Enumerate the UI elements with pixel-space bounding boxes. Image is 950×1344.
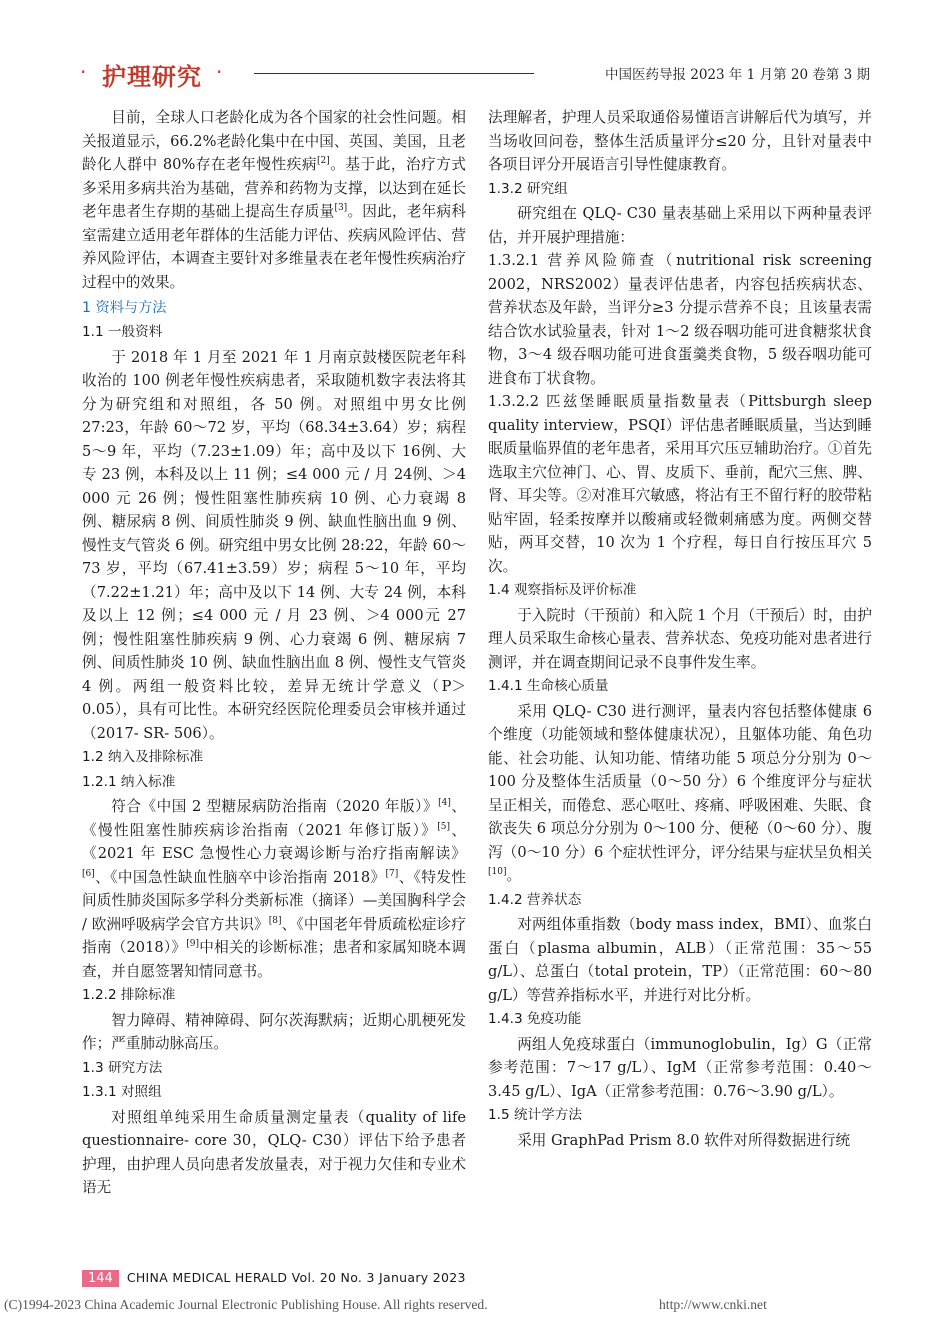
paragraph-immune: 两组人免疫球蛋白（immunoglobulin，Ig）G（正常参考范围：7～17 g/L）、IgM（正常参考范围：0.40～3.45 g/L）、IgA（正常参考范围：0.76～3.90 g/L）。 xyxy=(488,1035,872,1100)
heading-research-methods: 1.3 研究方法 xyxy=(82,1059,163,1076)
header-rule xyxy=(254,73,534,74)
page-header xyxy=(80,56,870,92)
paragraph-psqi: 1.3.2.2 匹兹堡睡眠质量指数量表（Pittsburgh sleep quality interview，PSQI）评估患者睡眠质量，当达到睡眠质量临界值的老年患者，采用耳穴压豆辅助治疗。①首先选取主穴位神门、心、胃、皮质下、垂前，配穴三焦、脾、肾、耳尖等。②对准耳穴敏感，将沾有王不留行籽的胶带粘贴牢固，轻柔按摩并以酸痛或轻微刺痛感为度。两侧交替贴，两耳交替，10 次为 1 个疗程，每日自行按压耳穴 5 次。 xyxy=(488,393,872,575)
heading-exclusion: 1.2.2 排除标准 xyxy=(82,987,176,1003)
heading-nutrition: 1.4.2 营养状态 xyxy=(488,891,582,908)
section-title: 护理研究 xyxy=(102,63,202,91)
header-dot-left: · xyxy=(80,60,87,84)
heading-inclusion: 1.2.1 纳入标准 xyxy=(82,773,176,790)
paragraph-control-group: 对照组单纯采用生命质量测定量表（quality of life questionnaire- core 30，QLQ- C30）评估下给予患者护理，由护理人员向患者发放量表，对于视力欠佳和专业术语无 xyxy=(82,1108,466,1196)
copyright-line xyxy=(4,1297,944,1313)
heading-observation: 1.4 观察指标及评价标准 xyxy=(488,582,637,598)
heading-criteria: 1.2 纳入及排除标准 xyxy=(82,749,204,765)
heading-life-quality: 1.4.1 生命核心质量 xyxy=(488,678,609,694)
paragraph-control-cont: 法理解者，护理人员采取通俗易懂语言讲解后代为填写，并当场收回问卷，整体生活质量评分≤20 分，且针对量表中各项目评分开展语言引导性健康教育。 xyxy=(488,109,872,173)
copyright-url: http://www.cnki.net xyxy=(659,1297,767,1312)
paragraph-inclusion: 符合《中国 2 型糖尿病防治指南（2020 年版）》[4]、《慢性阻塞性肺疾病诊治指南（2021 年修订版）》[5]、《2021 年 ESC 急慢性心力衰竭诊断与治疗指南解读》[6]、《中国急性缺血性脑卒中诊治指南 2018》[7]、《特发性间质性肺炎国际多学科分类新标准（摘译）—美国胸科学会 / 欧洲呼吸病学会官方共识》[8]、《中国老年骨质疏松症诊疗指南（2018）》[9]中相关的诊断标准；患者和家属知晓本调查，并自愿签署知情同意书。 xyxy=(82,798,467,980)
heading-methods: 1 资料与方法 xyxy=(82,300,167,316)
heading-control-group: 1.3.1 对照组 xyxy=(82,1084,162,1100)
page-number: 144 xyxy=(82,1270,119,1287)
journal-info: 中国医药导报 2023 年 1 月第 20 卷第 3 期 xyxy=(604,67,870,83)
copyright-text: (C)1994-2023 China Academic Journal Electronic Publishing House. All rights reserved. xyxy=(4,1297,488,1312)
paragraph-nutrition: 对两组体重指数（body mass index，BMI）、血浆白蛋白（plasma albumin，ALB）（正常范围：35～55 g/L）、总蛋白（total protein，TP）（正常范围：60～80 g/L）等营养指标水平，并进行对比分析。 xyxy=(488,916,872,1004)
page-footer xyxy=(82,1270,466,1290)
paragraph-nrs2002: 1.3.2.1 营养风险筛查（nutritional risk screening 2002，NRS2002）量表评估患者，内容包括疾病状态、营养状态及年龄，当评分≥3 分提示营养不良；且该量表需结合饮水试验量表，针对 1～2 级吞咽功能可进食糖浆状食物，3～4 级吞咽功能可进食蛋羹类食物，5 级吞咽功能可进食布丁状食物。 xyxy=(488,252,872,387)
heading-statistics: 1.5 统计学方法 xyxy=(488,1107,582,1123)
header-dot-right: · xyxy=(216,60,223,84)
heading-immune: 1.4.3 免疫功能 xyxy=(488,1011,582,1027)
paragraph-intro: 目前，全球人口老龄化成为各个国家的社会性问题。相关报道显示，66.2%老龄化集中在中国、英国、美国，且老龄化人群中 80%存在老年慢性疾病[2]。基于此，治疗方式多采用多病共治为基础，营养和药物为支撑，以达到在延长老年患者生存期的基础上提高生存质量[3]。因此，老年病科室需建立适用老年群体的生活能力评估、疾病风险评估、营养风险评估，本调查主要针对多维量表在老年慢性疾病治疗过程中的效果。 xyxy=(82,109,466,291)
left-column xyxy=(82,106,466,1200)
paragraph-statistics: 采用 GraphPad Prism 8.0 软件对所得数据进行统 xyxy=(517,1131,851,1149)
paragraph-study-group: 研究组在 QLQ- C30 量表基础上采用以下两种量表评估，并开展护理措施： xyxy=(488,205,872,246)
paragraph-life-quality: 采用 QLQ- C30 进行测评，量表内容包括整体健康 6 个维度（功能领域和整体健康状况），且躯体功能、角色功能、社会功能、认知功能、情绪功能 5 项总分分别为 0～100 分及整体生活质量（0～50 分）6 个维度评分与症状呈正相关，而倦怠、恶心呕吐、疼痛、呼吸困难、失眠、食欲丧失 6 项总分分别为 0～100 分、便秘（0～60 分）、腹泻（0～10 分）6 个症状性评分，评分结果与症状呈负相关[10]。 xyxy=(488,702,872,884)
paragraph-observation: 于入院时（干预前）和入院 1 个月（干预后）时，由护理人员采取生命核心量表、营养状态、免疫功能对患者进行测评，并在调查期间记录不良事件发生率。 xyxy=(488,606,872,671)
heading-study-group: 1.3.2 研究组 xyxy=(488,180,568,197)
right-column xyxy=(488,106,872,1152)
footer-journal: CHINA MEDICAL HERALD Vol. 20 No. 3 January 2023 xyxy=(126,1270,466,1285)
paragraph-general-data: 于 2018 年 1 月至 2021 年 1 月南京鼓楼医院老年科收治的 100 例老年慢性疾病患者，采取随机数字表法将其分为研究组和对照组，各 50 例。对照组中男女比例 27:23，年龄 60～72 岁，平均（68.34±3.64）岁；病程 5～9 年，平均（7.23±1.09）年；高中及以下 16例、大专 23 例，本科及以上 11 例；≤4 000 元 / 月 24例、＞4 000 元 26 例；慢性阻塞性肺疾病 10 例、心力衰竭 8 例、糖尿病 8 例、间质性肺炎 9 例、缺血性脑出血 9 例、慢性支气管炎 6 例。研究组中男女比例 28:22，年龄 60～73 岁，平均（67.41±3.59）岁；病程 5～10 年，平均（7.22±1.21）年；高中及以下 14 例、大专 24 例，本科及以上 12 例；≤4 000 元 / 月 23 例、＞4 000元 27 例；慢性阻塞性肺疾病 9 例、心力衰竭 6 例、糖尿病 7 例、间质性肺炎 10 例、缺血性脑出血 8 例、慢性支气管炎 4 例。两组一般资料比较，差异无统计学意义（P＞0.05），具有可比性。本研究经医院伦理委员会审核并通过（2017- SR- 506）。 xyxy=(82,348,466,742)
heading-general-data: 1.1 一般资料 xyxy=(82,324,163,340)
paragraph-exclusion: 智力障碍、精神障碍、阿尔茨海默病；近期心肌梗死发作；严重肺动脉高压。 xyxy=(82,1011,466,1052)
